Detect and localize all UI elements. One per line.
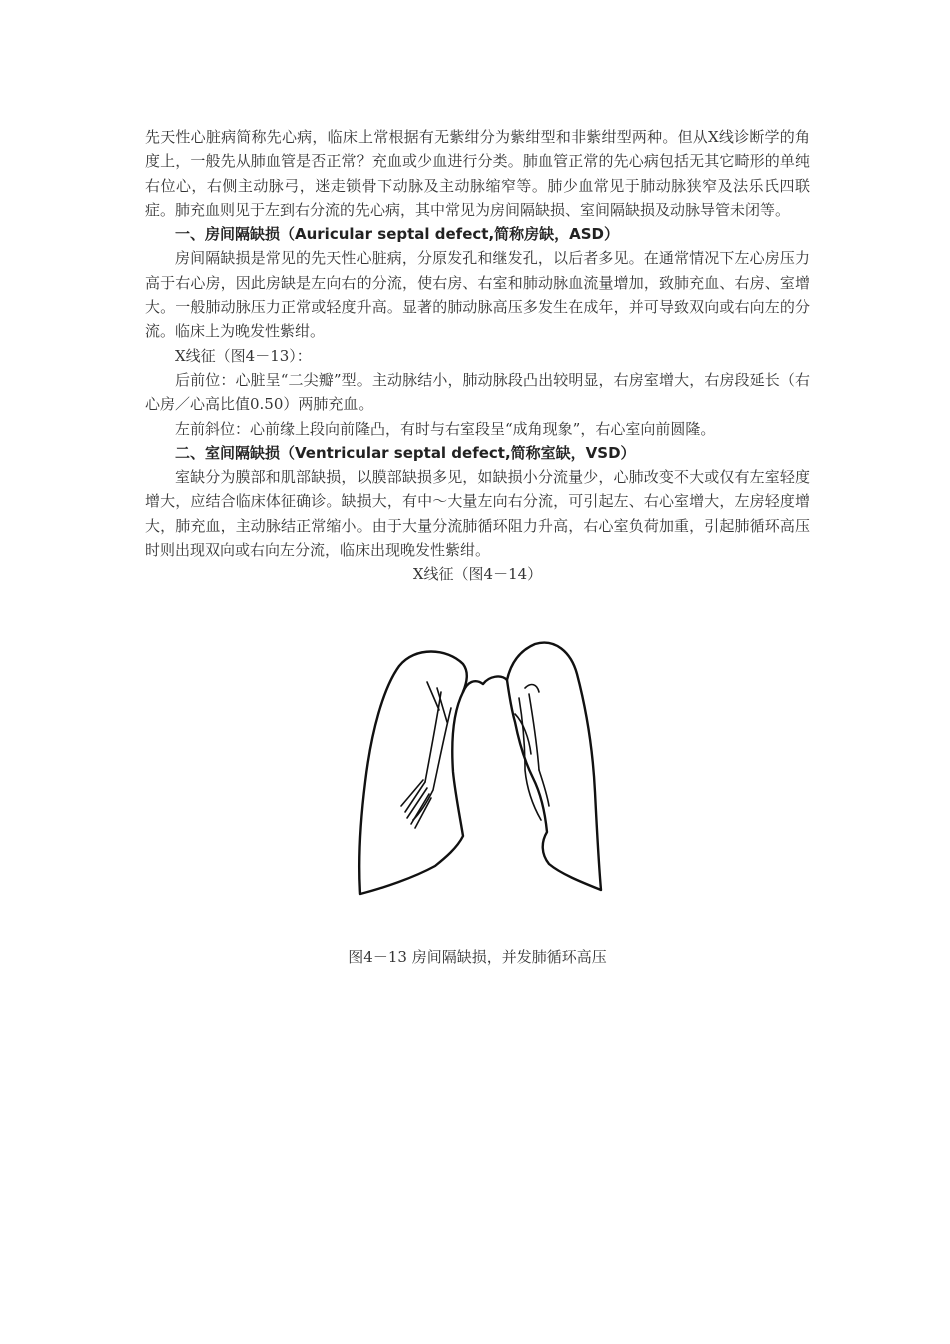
lung-outline-drawing — [355, 622, 617, 904]
asd-xray-label: X线征（图4－13）： — [175, 346, 312, 365]
right-hilar-vessel — [427, 682, 439, 710]
figure-caption: 图4－13 房间隔缺损，并发肺循环高压 — [348, 948, 607, 966]
heart-lung-diagram — [355, 622, 617, 904]
left-hilar-vessel — [529, 694, 539, 770]
right-lung-outline — [359, 652, 467, 895]
asd-heading: 一、房间隔缺损（Auricular septal defect,简称房缺，ASD） — [175, 225, 620, 244]
asd-body-paragraph: 房间隔缺损是常见的先天性心脏病，分原发孔和继发孔，以后者多见。在通常情况下左心房压力高于右心房，因此房缺是左向右的分流，使右房、右室和肺动脉血流量增加，致肺充血、右房、室增大。一般肺动脉压力正常或轻度升高。显著的肺动脉高压多发生在成年，并可导致双向或右向左的分流。临床上为晚发性紫绀。 — [145, 249, 810, 341]
right-hilar-vessel — [413, 708, 451, 820]
aortic-knob-outline — [463, 677, 507, 692]
asd-pa-view-paragraph: 后前位：心脏呈“二尖瓣”型。主动脉结小，肺动脉段凸出较明显，右房室增大，右房段延长（右心房／心高比值0.50）两肺充血。 — [145, 370, 810, 414]
asd-lao-view-paragraph: 左前斜位：心前缘上段向前隆凸，有时与右室段呈“成角现象”，右心室向前圆隆。 — [175, 419, 716, 438]
right-hilar-vessel — [425, 692, 441, 782]
intro-paragraph: 先天性心脏病简称先心病，临床上常根据有无紫绀分为紫绀型和非紫绀型两种。但从X线诊断学的角度上，一般先从肺血管是否正常？充血或少血进行分类。肺血管正常的先心病包括无其它畸形的单纯右位心，右侧主动脉弓，迷走锁骨下动脉及主动脉缩窄等。肺少血常见于肺动脉狭窄及法乐氏四联症。肺充血则见于左到右分流的先心病，其中常见为房间隔缺损、室间隔缺损及动脉导管未闭等。 — [145, 128, 810, 219]
left-lung-outline — [507, 643, 601, 890]
vsd-body-paragraph: 室缺分为膜部和肌部缺损，以膜部缺损多见，如缺损小分流量少，心肺改变不大或仅有左室轻度增大，应结合临床体征确诊。缺损大，有中～大量左向右分流，可引起左、右心室增大，左房轻度增大，肺充血，主动脉结正常缩小。由于大量分流肺循环阻力升高，右心室负荷加重，引起肺循环高压时则出现双向或右向左分流，临床出现晚发性紫绀。 — [145, 468, 810, 560]
left-hilar-vessel — [525, 685, 539, 692]
vsd-heading: 二、室间隔缺损（Ventricular septal defect,简称室缺，VSD） — [175, 443, 636, 462]
vsd-xray-label: X线征（图4－14） — [412, 565, 543, 584]
document-body — [145, 125, 810, 587]
